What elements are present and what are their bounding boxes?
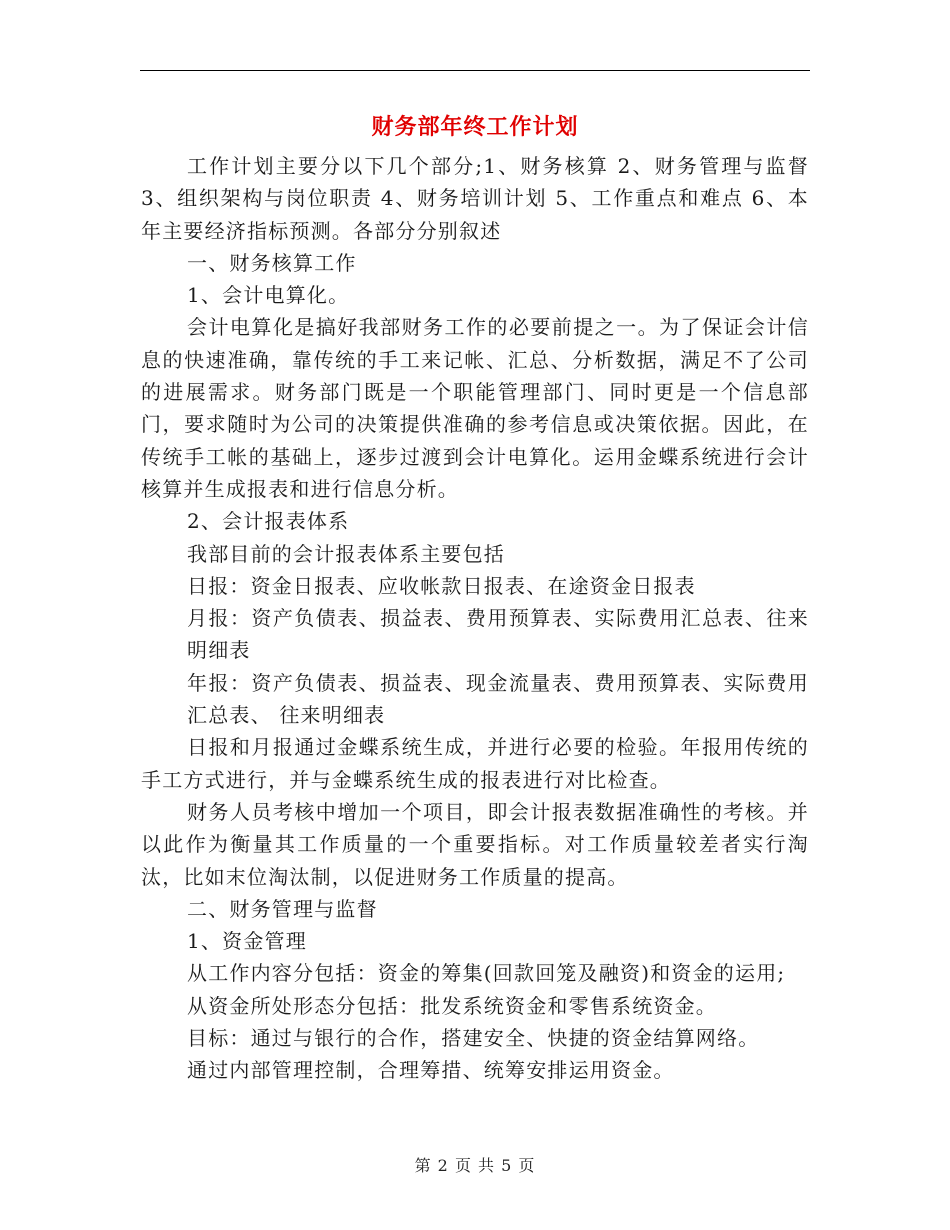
list-item-annual-reports: 年报：资产负债表、损益表、现金流量表、费用预算表、实际费用汇总表、 往来明细表 (187, 670, 809, 728)
document-title: 财务部年终工作计划 (371, 114, 579, 140)
list-item-work-content: 从工作内容分包括：资金的筹集(回款回笼及融资)和资金的运用; (187, 961, 786, 986)
list-item-goal: 目标：通过与银行的合作，搭建安全、快捷的资金结算网络。 (187, 1026, 760, 1051)
subheading-computerized-accounting: 1、会计电算化。 (187, 283, 350, 308)
section-heading-management: 二、财务管理与监督 (187, 896, 378, 921)
header-rule (140, 70, 810, 71)
paragraph-staff-assessment: 财务人员考核中增加一个项目，即会计报表数据准确性的考核。并以此作为衡量其工作质量的一个重要指标。对工作质量较差者实行淘汰，比如末位淘汰制，以促进财务工作质量的提高。 (141, 799, 809, 889)
subheading-report-system: 2、会计报表体系 (187, 509, 350, 534)
list-item-internal-control: 通过内部管理控制，合理筹措、统筹安排运用资金。 (187, 1058, 675, 1083)
paragraph-report-generation: 日报和月报通过金蝶系统生成，并进行必要的检验。年报用传统的手工方式进行，并与金蝶系统生成的报表进行对比检查。 (141, 735, 809, 792)
list-item-daily-reports: 日报：资金日报表、应收帐款日报表、在途资金日报表 (187, 573, 696, 598)
paragraph-report-system-intro: 我部目前的会计报表体系主要包括 (187, 541, 505, 566)
subheading-fund-management: 1、资金管理 (187, 929, 307, 954)
section-heading-accounting: 一、财务核算工作 (187, 250, 357, 275)
paragraph-computerized-accounting: 会计电算化是搞好我部财务工作的必要前提之一。为了保证会计信息的快速准确，靠传统的手工来记帐、汇总、分析数据，满足不了公司的进展需求。财务部门既是一个职能管理部门、同时更是一个信息部门，要求随时为公司的决策提供准确的参考信息或决策依据。因此，在传统手工帐的基础上，逐步过渡到会计电算化。运用金蝶系统进行会计核算并生成报表和进行信息分析。 (141, 315, 809, 501)
list-item-monthly-reports: 月报：资产负债表、损益表、费用预算表、实际费用汇总表、往来明细表 (187, 606, 809, 663)
list-item-fund-form: 从资金所处形态分包括：批发系统资金和零售系统资金。 (187, 993, 717, 1018)
page-number: 第 2 页 共 5 页 (414, 1156, 536, 1175)
paragraph-intro: 工作计划主要分以下几个部分;1、财务核算 2、财务管理与监督 3、组织架构与岗位职责 4、财务培训计划 5、工作重点和难点 6、本年主要经济指标预测。各部分分别叙述 (141, 154, 809, 243)
document-body (141, 150, 809, 1087)
